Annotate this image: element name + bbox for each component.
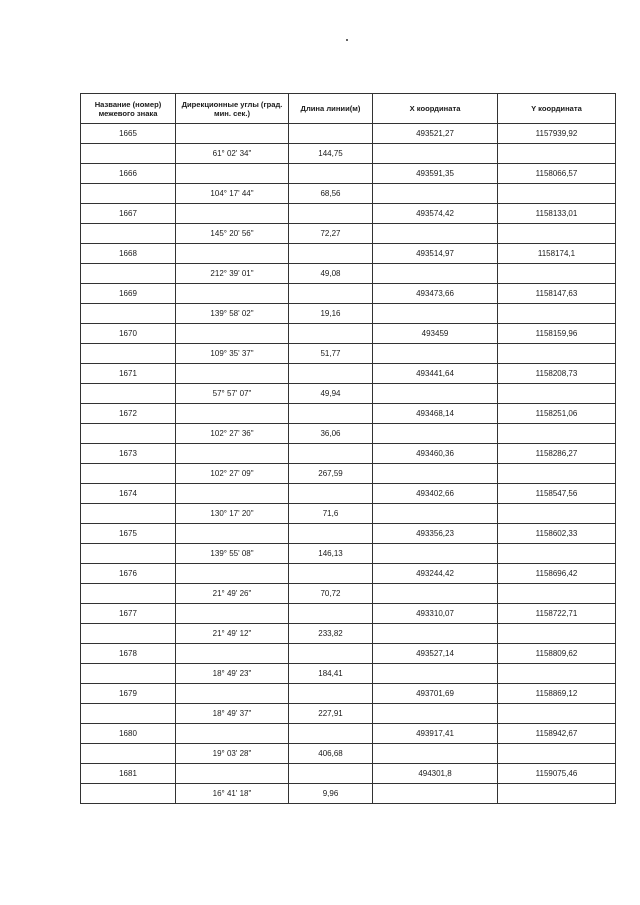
header-angle: Дирекционные углы (град. мин. сек.) bbox=[176, 94, 289, 124]
cell-x: 493310,07 bbox=[373, 604, 498, 624]
cell-length bbox=[289, 364, 373, 384]
cell-length bbox=[289, 124, 373, 144]
cell-x: 493591,35 bbox=[373, 164, 498, 184]
cell-angle bbox=[176, 324, 289, 344]
cell-angle bbox=[176, 644, 289, 664]
table-row bbox=[81, 184, 616, 204]
cell-x bbox=[373, 424, 498, 444]
cell-length: 146,13 bbox=[289, 544, 373, 564]
cell-length: 144,75 bbox=[289, 144, 373, 164]
cell-y: 1158942,67 bbox=[498, 724, 616, 744]
cell-length bbox=[289, 204, 373, 224]
cell-y: 1158147,63 bbox=[498, 284, 616, 304]
cell-y bbox=[498, 344, 616, 364]
cell-y: 1158286,27 bbox=[498, 444, 616, 464]
cell-angle bbox=[176, 124, 289, 144]
cell-mark: 1665 bbox=[81, 124, 176, 144]
cell-mark bbox=[81, 184, 176, 204]
cell-angle: 102° 27' 09" bbox=[176, 464, 289, 484]
cell-angle: 16° 41' 18" bbox=[176, 784, 289, 804]
cell-mark bbox=[81, 664, 176, 684]
table-row bbox=[81, 324, 616, 344]
cell-x: 493356,23 bbox=[373, 524, 498, 544]
cell-mark bbox=[81, 704, 176, 724]
cell-length bbox=[289, 724, 373, 744]
table-row bbox=[81, 284, 616, 304]
table-row bbox=[81, 504, 616, 524]
cell-x: 493574,42 bbox=[373, 204, 498, 224]
cell-mark: 1669 bbox=[81, 284, 176, 304]
table-row bbox=[81, 664, 616, 684]
cell-length bbox=[289, 324, 373, 344]
cell-y bbox=[498, 304, 616, 324]
table-row bbox=[81, 604, 616, 624]
cell-x bbox=[373, 224, 498, 244]
table-row bbox=[81, 404, 616, 424]
cell-mark: 1679 bbox=[81, 684, 176, 704]
table-row bbox=[81, 204, 616, 224]
cell-mark bbox=[81, 304, 176, 324]
cell-y bbox=[498, 624, 616, 644]
cell-y: 1158696,42 bbox=[498, 564, 616, 584]
cell-angle bbox=[176, 444, 289, 464]
cell-x: 493917,41 bbox=[373, 724, 498, 744]
cell-length: 19,16 bbox=[289, 304, 373, 324]
table-row bbox=[81, 644, 616, 664]
cell-x: 493468,14 bbox=[373, 404, 498, 424]
cell-angle bbox=[176, 164, 289, 184]
cell-x bbox=[373, 584, 498, 604]
cell-mark: 1666 bbox=[81, 164, 176, 184]
cell-y bbox=[498, 264, 616, 284]
cell-length: 68,56 bbox=[289, 184, 373, 204]
cell-y bbox=[498, 584, 616, 604]
cell-x bbox=[373, 264, 498, 284]
cell-y: 1158208,73 bbox=[498, 364, 616, 384]
cell-angle bbox=[176, 204, 289, 224]
cell-y bbox=[498, 424, 616, 444]
cell-length: 233,82 bbox=[289, 624, 373, 644]
cell-y bbox=[498, 664, 616, 684]
cell-y: 1158251,06 bbox=[498, 404, 616, 424]
cell-y: 1158174,1 bbox=[498, 244, 616, 264]
cell-x bbox=[373, 704, 498, 724]
cell-mark bbox=[81, 464, 176, 484]
cell-length: 51,77 bbox=[289, 344, 373, 364]
cell-length bbox=[289, 564, 373, 584]
header-mark: Название (номер) межевого знака bbox=[81, 94, 176, 124]
cell-angle bbox=[176, 564, 289, 584]
cell-length bbox=[289, 604, 373, 624]
cell-y: 1158809,62 bbox=[498, 644, 616, 664]
cell-mark: 1680 bbox=[81, 724, 176, 744]
cell-x: 493473,66 bbox=[373, 284, 498, 304]
table-row bbox=[81, 624, 616, 644]
cell-x bbox=[373, 784, 498, 804]
cell-angle bbox=[176, 364, 289, 384]
table-row bbox=[81, 144, 616, 164]
cell-x bbox=[373, 304, 498, 324]
table-row bbox=[81, 304, 616, 324]
cell-mark: 1675 bbox=[81, 524, 176, 544]
cell-x bbox=[373, 384, 498, 404]
table-row bbox=[81, 444, 616, 464]
scan-speck bbox=[346, 39, 348, 41]
cell-mark: 1672 bbox=[81, 404, 176, 424]
table-row bbox=[81, 224, 616, 244]
cell-angle: 18° 49' 37" bbox=[176, 704, 289, 724]
cell-mark: 1671 bbox=[81, 364, 176, 384]
cell-mark: 1676 bbox=[81, 564, 176, 584]
cell-y bbox=[498, 504, 616, 524]
table-row bbox=[81, 164, 616, 184]
cell-y bbox=[498, 384, 616, 404]
cell-y bbox=[498, 544, 616, 564]
cell-x bbox=[373, 744, 498, 764]
cell-mark: 1673 bbox=[81, 444, 176, 464]
cell-y: 1158869,12 bbox=[498, 684, 616, 704]
cell-angle bbox=[176, 684, 289, 704]
table-row bbox=[81, 524, 616, 544]
cell-angle: 57° 57' 07" bbox=[176, 384, 289, 404]
cell-angle: 61° 02' 34" bbox=[176, 144, 289, 164]
table-row bbox=[81, 364, 616, 384]
cell-x bbox=[373, 664, 498, 684]
cell-mark bbox=[81, 224, 176, 244]
cell-angle: 145° 20' 56" bbox=[176, 224, 289, 244]
cell-angle: 139° 55' 08" bbox=[176, 544, 289, 564]
cell-mark: 1677 bbox=[81, 604, 176, 624]
cell-length: 184,41 bbox=[289, 664, 373, 684]
cell-y: 1158066,57 bbox=[498, 164, 616, 184]
cell-angle bbox=[176, 284, 289, 304]
table-row bbox=[81, 384, 616, 404]
cell-x bbox=[373, 144, 498, 164]
table-row bbox=[81, 724, 616, 744]
cell-x bbox=[373, 464, 498, 484]
cell-angle bbox=[176, 524, 289, 544]
cell-length bbox=[289, 644, 373, 664]
cell-angle bbox=[176, 244, 289, 264]
cell-length bbox=[289, 244, 373, 264]
cell-length bbox=[289, 404, 373, 424]
cell-y: 1158159,96 bbox=[498, 324, 616, 344]
cell-angle: 21° 49' 26" bbox=[176, 584, 289, 604]
cell-length: 72,27 bbox=[289, 224, 373, 244]
table-row bbox=[81, 684, 616, 704]
cell-angle bbox=[176, 404, 289, 424]
cell-y: 1157939,92 bbox=[498, 124, 616, 144]
cell-y: 1159075,46 bbox=[498, 764, 616, 784]
cell-x: 493514,97 bbox=[373, 244, 498, 264]
cell-y bbox=[498, 184, 616, 204]
cell-y bbox=[498, 224, 616, 244]
cell-x: 493527,14 bbox=[373, 644, 498, 664]
cell-angle: 18° 49' 23" bbox=[176, 664, 289, 684]
cell-angle: 212° 39' 01" bbox=[176, 264, 289, 284]
cell-angle bbox=[176, 724, 289, 744]
cell-angle: 104° 17' 44" bbox=[176, 184, 289, 204]
cell-x: 493521,27 bbox=[373, 124, 498, 144]
cell-length: 227,91 bbox=[289, 704, 373, 724]
table-row bbox=[81, 484, 616, 504]
cell-length: 36,06 bbox=[289, 424, 373, 444]
cell-mark bbox=[81, 584, 176, 604]
cell-angle: 109° 35' 37" bbox=[176, 344, 289, 364]
cell-length bbox=[289, 684, 373, 704]
cell-y: 1158547,56 bbox=[498, 484, 616, 504]
cell-angle: 130° 17' 20" bbox=[176, 504, 289, 524]
cell-y bbox=[498, 464, 616, 484]
cell-mark: 1674 bbox=[81, 484, 176, 504]
cell-mark bbox=[81, 144, 176, 164]
table-row bbox=[81, 244, 616, 264]
cell-length: 49,94 bbox=[289, 384, 373, 404]
cell-y: 1158602,33 bbox=[498, 524, 616, 544]
cell-mark bbox=[81, 344, 176, 364]
cell-y bbox=[498, 744, 616, 764]
cell-length bbox=[289, 284, 373, 304]
cell-x: 493459 bbox=[373, 324, 498, 344]
cell-mark: 1667 bbox=[81, 204, 176, 224]
cell-y bbox=[498, 784, 616, 804]
cell-mark: 1670 bbox=[81, 324, 176, 344]
cell-y bbox=[498, 144, 616, 164]
cell-length bbox=[289, 444, 373, 464]
table-row bbox=[81, 124, 616, 144]
cell-angle: 19° 03' 28" bbox=[176, 744, 289, 764]
cell-mark: 1678 bbox=[81, 644, 176, 664]
cell-length bbox=[289, 764, 373, 784]
cell-length: 267,59 bbox=[289, 464, 373, 484]
header-x: X координата bbox=[373, 94, 498, 124]
cell-x bbox=[373, 504, 498, 524]
table-row bbox=[81, 704, 616, 724]
cell-mark bbox=[81, 784, 176, 804]
cell-mark bbox=[81, 504, 176, 524]
cell-mark bbox=[81, 384, 176, 404]
table-row bbox=[81, 784, 616, 804]
cell-angle bbox=[176, 764, 289, 784]
cell-length bbox=[289, 524, 373, 544]
cell-x: 493402,66 bbox=[373, 484, 498, 504]
cell-length: 49,08 bbox=[289, 264, 373, 284]
table-row bbox=[81, 564, 616, 584]
cell-x: 493244,42 bbox=[373, 564, 498, 584]
cell-length: 70,72 bbox=[289, 584, 373, 604]
table-row bbox=[81, 544, 616, 564]
cell-mark bbox=[81, 264, 176, 284]
cell-length: 71,6 bbox=[289, 504, 373, 524]
cell-mark bbox=[81, 624, 176, 644]
cell-length bbox=[289, 164, 373, 184]
cell-x bbox=[373, 344, 498, 364]
cell-y bbox=[498, 704, 616, 724]
table-row bbox=[81, 464, 616, 484]
table-row bbox=[81, 424, 616, 444]
cell-x: 494301,8 bbox=[373, 764, 498, 784]
table-row bbox=[81, 764, 616, 784]
cell-mark bbox=[81, 744, 176, 764]
cell-mark bbox=[81, 424, 176, 444]
table-row bbox=[81, 344, 616, 364]
cell-angle: 21° 49' 12" bbox=[176, 624, 289, 644]
table-row bbox=[81, 264, 616, 284]
header-y: Y координата bbox=[498, 94, 616, 124]
header-length: Длина линии(м) bbox=[289, 94, 373, 124]
boundary-coordinates-table bbox=[80, 93, 616, 804]
cell-x: 493701,69 bbox=[373, 684, 498, 704]
cell-y: 1158133,01 bbox=[498, 204, 616, 224]
cell-angle bbox=[176, 484, 289, 504]
cell-x bbox=[373, 624, 498, 644]
cell-x: 493460,36 bbox=[373, 444, 498, 464]
cell-angle: 102° 27' 36" bbox=[176, 424, 289, 444]
cell-mark bbox=[81, 544, 176, 564]
cell-angle: 139° 58' 02" bbox=[176, 304, 289, 324]
cell-mark: 1668 bbox=[81, 244, 176, 264]
table-row bbox=[81, 744, 616, 764]
cell-length: 406,68 bbox=[289, 744, 373, 764]
cell-length: 9,96 bbox=[289, 784, 373, 804]
cell-mark: 1681 bbox=[81, 764, 176, 784]
table-row bbox=[81, 584, 616, 604]
cell-x bbox=[373, 544, 498, 564]
cell-length bbox=[289, 484, 373, 504]
cell-x bbox=[373, 184, 498, 204]
cell-y: 1158722,71 bbox=[498, 604, 616, 624]
cell-x: 493441,64 bbox=[373, 364, 498, 384]
header-row bbox=[81, 94, 616, 124]
cell-angle bbox=[176, 604, 289, 624]
